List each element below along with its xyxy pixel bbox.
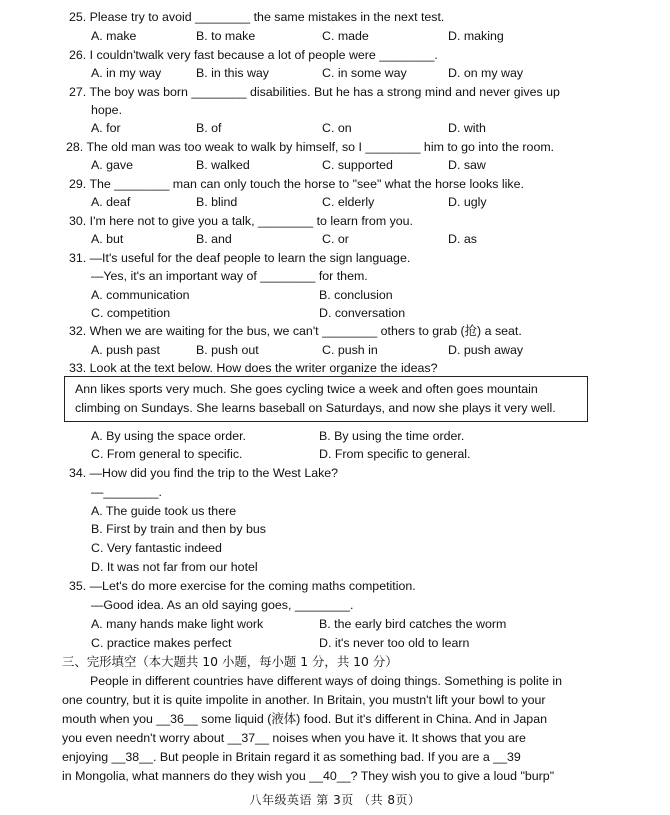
question-32-stem: 32. When we are waiting for the bus, we can't ________ others to grab (抢) a seat.	[69, 324, 522, 338]
cloze-line-2: one country, but it is quite impolite in another. In Britain, you mustn't lift your bowl to your	[62, 693, 546, 707]
question-27-option-a: A. for	[91, 121, 121, 135]
question-33-option-b: B. By using the time order.	[319, 429, 465, 443]
cloze-line-5: enjoying __38__. But people in Britain regard it as something bad. If you are a __39	[62, 750, 521, 764]
passage-line-2: climbing on Sundays. She learns baseball on Saturdays, and now she plays it very well.	[75, 401, 556, 415]
question-25-option-d: D. making	[448, 29, 504, 43]
question-34-option-a: A. The guide took us there	[91, 504, 237, 518]
question-30-stem: 30. I'm here not to give you a talk, ________ to learn from you.	[69, 214, 414, 228]
cloze-line-6: in Mongolia, what manners do they wish you __40__? They wish you to give a loud "burp"	[62, 769, 555, 783]
question-34-option-c: C. Very fantastic indeed	[91, 541, 222, 555]
question-29-option-c: C. elderly	[322, 195, 375, 209]
question-27-stem: 27. The boy was born ________ disabilities. But he has a strong mind and never gives up	[69, 85, 560, 99]
cloze-line-1: People in different countries have different ways of doing things. Something is polite in	[90, 674, 563, 688]
question-27-option-d: D. with	[448, 121, 486, 135]
passage-box	[64, 376, 588, 422]
question-32-option-c: C. push in	[322, 343, 378, 357]
question-25-option-a: A. make	[91, 29, 137, 43]
question-30-option-d: D. as	[448, 232, 477, 246]
question-34-option-b: B. First by train and then by bus	[91, 522, 266, 536]
question-31-stem: 31. —It's useful for the deaf people to learn the sign language.	[69, 251, 411, 265]
question-30-option-c: C. or	[322, 232, 349, 246]
question-32-option-a: A. push past	[91, 343, 160, 357]
question-33-option-d: D. From specific to general.	[319, 447, 471, 461]
question-26-stem: 26. I couldn'twalk very fast because a lot of people were ________.	[69, 48, 438, 62]
question-26-option-c: C. in some way	[322, 66, 407, 80]
question-25-option-c: C. made	[322, 29, 369, 43]
question-28-stem: 28. The old man was too weak to walk by himself, so I ________ him to go into the room.	[66, 140, 555, 154]
question-31-stem-cont: —Yes, it's an important way of ________ for them.	[91, 269, 368, 283]
question-26-option-a: A. in my way	[91, 66, 162, 80]
passage-line-1: Ann likes sports very much. She goes cycling twice a week and often goes mountain	[75, 382, 538, 396]
question-25-stem: 25. Please try to avoid ________ the same mistakes in the next test.	[69, 10, 445, 24]
question-30-option-b: B. and	[196, 232, 232, 246]
question-30-option-a: A. but	[91, 232, 124, 246]
question-35-stem: 35. —Let's do more exercise for the coming maths competition.	[69, 579, 416, 593]
question-33-stem: 33. Look at the text below. How does the writer organize the ideas?	[69, 361, 438, 375]
cloze-line-4: you even needn't worry about __37__ noises when you have it. It shows that you are	[62, 731, 526, 745]
question-26-option-b: B. in this way	[196, 66, 269, 80]
question-29-option-b: B. blind	[196, 195, 238, 209]
question-28-option-a: A. gave	[91, 158, 134, 172]
question-28-option-b: B. walked	[196, 158, 250, 172]
question-27-stem-cont: hope.	[91, 103, 123, 117]
question-31-option-b: B. conclusion	[319, 288, 393, 302]
question-32-option-b: B. push out	[196, 343, 259, 357]
question-35-option-d: D. it's never too old to learn	[319, 636, 470, 650]
cloze-line-3: mouth when you __36__ some liquid (液体) food. But it's different in China. And in Japan	[62, 712, 547, 726]
page-footer: 八年级英语 第 3页 （共 8页）	[249, 793, 421, 807]
question-27-option-b: B. of	[196, 121, 222, 135]
question-28-option-c: C. supported	[322, 158, 393, 172]
question-31-option-d: D. conversation	[319, 306, 406, 320]
question-25-option-b: B. to make	[196, 29, 256, 43]
question-33-option-a: A. By using the space order.	[91, 429, 246, 443]
question-35-option-b: B. the early bird catches the worm	[319, 617, 507, 631]
question-31-option-c: C. competition	[91, 306, 171, 320]
question-33-option-c: C. From general to specific.	[91, 447, 243, 461]
question-31-option-a: A. communication	[91, 288, 190, 302]
section-3-heading: 三、完形填空（本大题共 10 小题，每小题 1 分，共 10 分）	[62, 654, 398, 669]
question-28-option-d: D. saw	[448, 158, 486, 172]
question-29-stem: 29. The ________ man can only touch the horse to "see" what the horse looks like.	[69, 177, 524, 191]
question-34-option-d: D. It was not far from our hotel	[91, 560, 258, 574]
question-27-option-c: C. on	[322, 121, 352, 135]
question-26-option-d: D. on my way	[448, 66, 524, 80]
question-34-answer-blank: —________.	[91, 485, 162, 499]
question-29-option-d: D. ugly	[448, 195, 487, 209]
question-34-stem: 34. —How did you find the trip to the West Lake?	[69, 466, 339, 480]
question-32-option-d: D. push away	[448, 343, 524, 357]
question-29-option-a: A. deaf	[91, 195, 131, 209]
question-35-stem-cont: —Good idea. As an old saying goes, ________.	[91, 598, 354, 612]
question-35-option-c: C. practice makes perfect	[91, 636, 232, 650]
question-35-option-a: A. many hands make light work	[91, 617, 264, 631]
